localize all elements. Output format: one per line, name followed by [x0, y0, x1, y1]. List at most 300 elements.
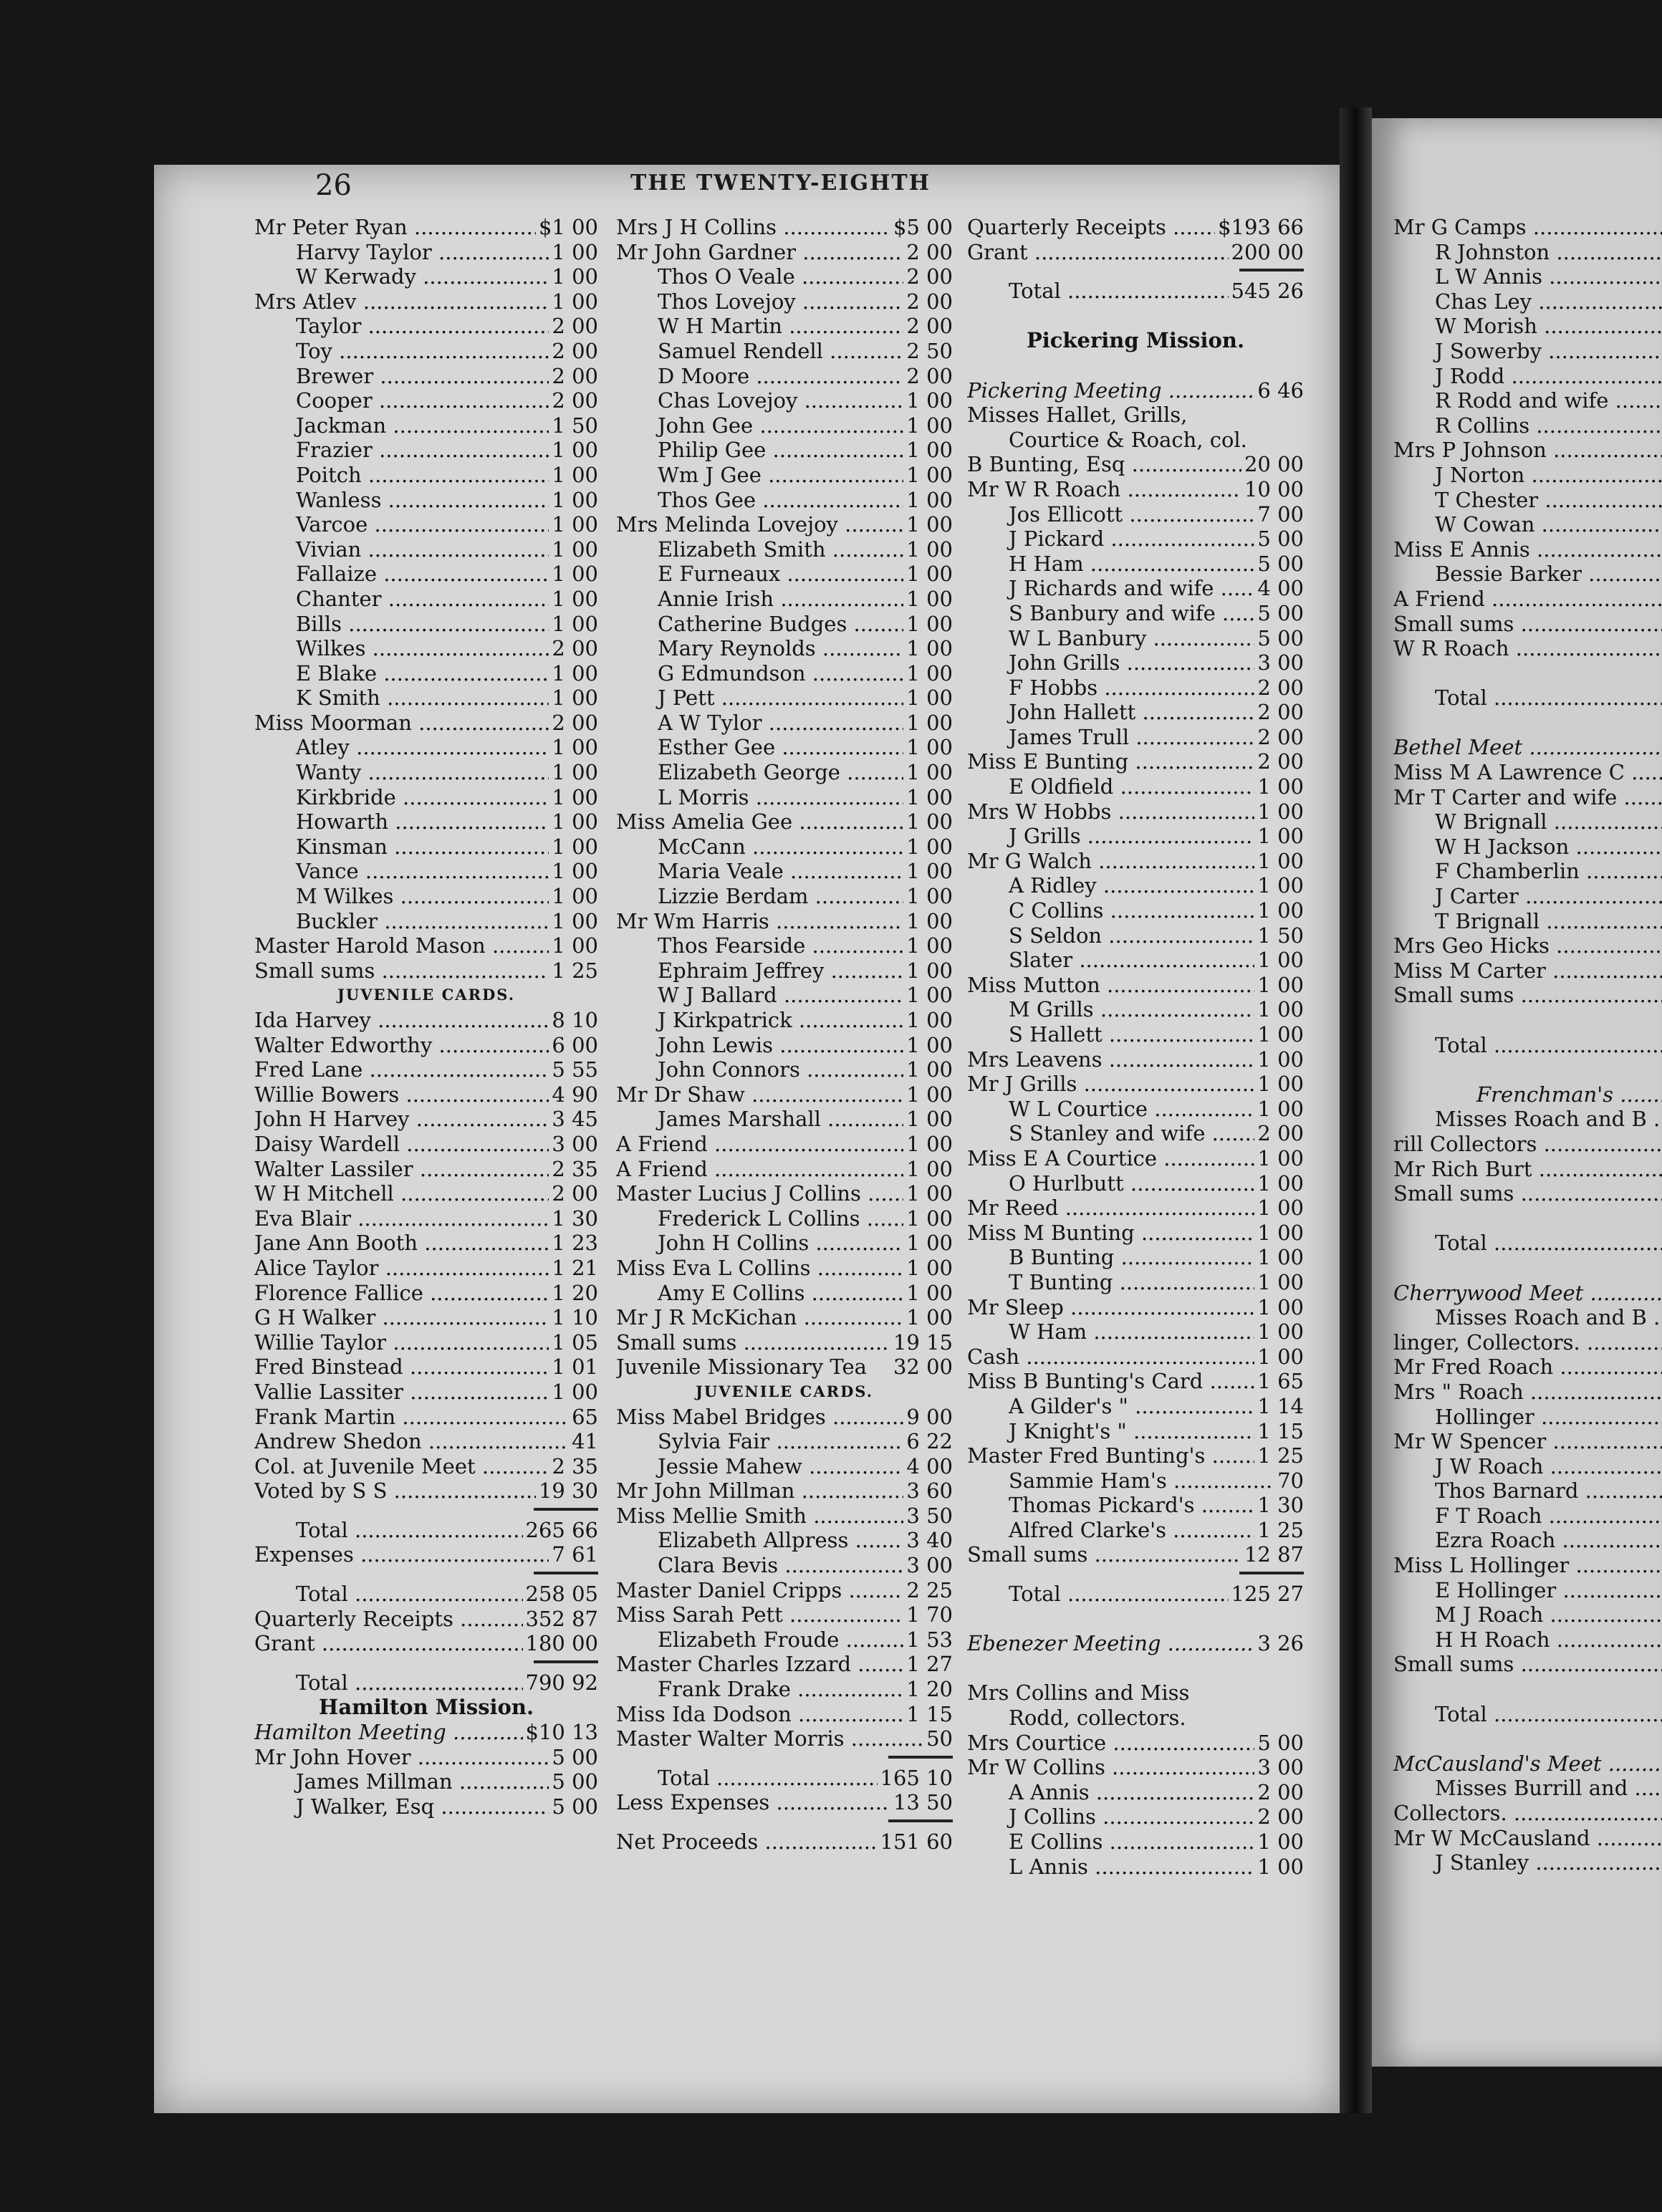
- amount: 6 46: [1257, 378, 1304, 403]
- amount: 1 25: [552, 958, 598, 983]
- donor-name: Total .....: [967, 1582, 1229, 1607]
- donor-name: Clara Bevis .....: [616, 1553, 903, 1578]
- amount: 1 00: [552, 586, 598, 611]
- donor-name: Kirkbride .....: [254, 785, 549, 810]
- ledger-row: [254, 1181, 598, 1206]
- amount: 1 00: [906, 1255, 953, 1280]
- amount: 3 40: [906, 1528, 953, 1553]
- donor-name: W Cowan .....: [1393, 512, 1662, 537]
- amount: 2 00: [1257, 724, 1304, 749]
- ledger-row: [616, 933, 953, 958]
- ledger-row: [1393, 215, 1662, 240]
- amount: 165 10: [880, 1765, 953, 1790]
- amount: [1301, 403, 1304, 428]
- ledger-row: [254, 364, 598, 389]
- donor-name: H H Roach .....: [1393, 1627, 1662, 1653]
- ledger-row: [967, 452, 1304, 477]
- donor-name: Mr Dr Shaw .....: [616, 1082, 903, 1107]
- amount: 2 00: [906, 264, 953, 289]
- donor-name: J Stanley .....: [1393, 1850, 1662, 1875]
- ledger-row: [967, 973, 1304, 998]
- amount: 1 00: [1257, 1096, 1304, 1121]
- amount: 1 00: [552, 239, 598, 264]
- ledger-row: [1393, 809, 1662, 835]
- donor-name: Cherrywood Meet .....: [1393, 1281, 1662, 1306]
- amount: 5 00: [552, 1769, 598, 1794]
- amount: 65: [572, 1404, 598, 1429]
- donor-name: Col. at Juvenile Meet .....: [254, 1454, 549, 1479]
- ledger-row: [616, 289, 953, 314]
- donor-name: Grant .....: [967, 240, 1229, 265]
- ledger-row: [254, 1720, 598, 1745]
- ledger-row: [616, 1231, 953, 1256]
- ledger-row: [616, 1790, 953, 1815]
- amount: 1 00: [552, 462, 598, 487]
- amount: 1 00: [1257, 1854, 1304, 1879]
- amount: 1 00: [1257, 948, 1304, 973]
- spacer-row: [1393, 1008, 1662, 1033]
- ledger-row: [254, 1542, 598, 1567]
- donor-name: Wanless .....: [254, 488, 549, 513]
- donor-name: Mr W Collins .....: [967, 1755, 1254, 1780]
- donor-name: Mr John Millman .....: [616, 1478, 903, 1504]
- donor-name: Maria Veale .....: [616, 859, 903, 884]
- donor-name: Mrs Geo Hicks .....: [1393, 933, 1662, 958]
- amount: 1 00: [906, 908, 953, 933]
- ledger-row: [616, 785, 953, 810]
- rule-line: [888, 1756, 953, 1766]
- rule-line: [534, 1508, 598, 1518]
- amount: 10 00: [1244, 476, 1304, 501]
- donor-name: Mrs Leavens .....: [967, 1047, 1254, 1072]
- ledger-row: [967, 1443, 1304, 1468]
- ledger-row: [1393, 983, 1662, 1008]
- ledger-row: [967, 1022, 1304, 1047]
- donor-name: Quarterly Receipts .....: [254, 1607, 523, 1632]
- amount: 1 00: [552, 884, 598, 909]
- amount: 1 00: [906, 834, 953, 859]
- spacer-row: [1393, 1256, 1662, 1281]
- ledger-row: [616, 512, 953, 537]
- amount: 3 00: [552, 1131, 598, 1156]
- donor-name: Elizabeth Froude .....: [616, 1627, 903, 1653]
- donor-name: C Collins .....: [967, 898, 1254, 923]
- donor-name: Mrs Melinda Lovejoy .....: [616, 512, 903, 537]
- amount: 1 50: [1257, 923, 1304, 948]
- donor-name: W Morish .....: [1393, 314, 1662, 339]
- ledger-row: [1393, 1801, 1662, 1826]
- ledger-row: [1393, 1181, 1662, 1206]
- donor-name: John H Harvey .....: [254, 1107, 549, 1132]
- ledger-row: [967, 799, 1304, 824]
- amount: [1301, 1680, 1304, 1706]
- ledger-row: [1393, 1478, 1662, 1504]
- ledger-row: [254, 686, 598, 711]
- donor-name: A Gilder's " .....: [967, 1394, 1254, 1419]
- donor-name: B Bunting, Esq .....: [967, 452, 1241, 477]
- amount: 3 26: [1257, 1631, 1304, 1656]
- ledger-row: [1393, 562, 1662, 587]
- donor-name: Wilkes .....: [254, 636, 549, 661]
- amount: 1 00: [906, 1057, 953, 1082]
- amount: 1 00: [1257, 898, 1304, 923]
- amount: 20 00: [1244, 452, 1304, 477]
- ledger-row: [254, 1082, 598, 1107]
- donor-name: T Chester .....: [1393, 488, 1662, 513]
- donor-name: O Hurlbutt .....: [967, 1171, 1254, 1196]
- amount: 1 00: [906, 1082, 953, 1107]
- ledger-row: [254, 958, 598, 984]
- donor-name: Small sums .....: [967, 1542, 1241, 1567]
- donor-name: Varcoe .....: [254, 512, 549, 537]
- donor-name: James Marshall .....: [616, 1107, 903, 1132]
- amount: 1 00: [906, 1008, 953, 1032]
- amount: 1 65: [1257, 1369, 1304, 1394]
- ledger-row: [1393, 1454, 1662, 1479]
- donor-name: Pickering Meeting .....: [967, 378, 1254, 403]
- amount: 1 20: [906, 1677, 953, 1702]
- donor-name: J Walker, Esq .....: [254, 1794, 549, 1819]
- donor-name: Miss M Bunting .....: [967, 1221, 1254, 1246]
- ledger-row: [967, 1072, 1304, 1097]
- ledger-row: [616, 364, 953, 389]
- donor-name: G H Walker .....: [254, 1305, 549, 1330]
- donor-name: Total .....: [254, 1518, 523, 1543]
- ledger-row: [254, 1008, 598, 1033]
- donor-name: Master Harold Mason .....: [254, 933, 549, 958]
- amount: 1 00: [1257, 1072, 1304, 1097]
- amount: 19 15: [893, 1329, 953, 1355]
- ledger-row: [254, 1478, 598, 1504]
- donor-name: Misses Roach and B .....: [1393, 1107, 1662, 1132]
- ledger-row: [967, 650, 1304, 675]
- donor-name: Fred Binstead .....: [254, 1355, 549, 1380]
- ledger-row: [967, 1319, 1304, 1345]
- ledger-row: [616, 1082, 953, 1107]
- amount: 2 00: [1257, 700, 1304, 725]
- ledger-row: [616, 388, 953, 413]
- amount: 5 00: [552, 1744, 598, 1769]
- donor-name: Small sums .....: [1393, 983, 1662, 1008]
- donor-name: D Moore .....: [616, 364, 903, 389]
- ledger-row: [967, 948, 1304, 973]
- donor-name: Courtice & Roach, col.: [1009, 427, 1247, 452]
- donor-name: linger, Collectors. .....: [1393, 1330, 1662, 1355]
- column-1: [254, 215, 598, 1819]
- donor-name: Howarth .....: [254, 809, 549, 835]
- donor-name: J Knight's " .....: [967, 1419, 1254, 1444]
- ledger-row: [967, 403, 1304, 428]
- donor-name: Mrs Courtice .....: [967, 1731, 1254, 1756]
- ledger-row: [254, 512, 598, 537]
- column-4: [1393, 215, 1662, 1875]
- rule-line: [1239, 269, 1304, 279]
- ledger-row: [967, 1493, 1304, 1518]
- donor-name: L Morris .....: [616, 785, 903, 810]
- amount: 1 00: [1257, 1170, 1304, 1196]
- amount: 1 00: [906, 462, 953, 487]
- ledger-row: [616, 686, 953, 711]
- amount: 1 00: [552, 834, 598, 859]
- amount: 3 00: [1257, 1755, 1304, 1780]
- donor-name: W Brignall .....: [1393, 809, 1662, 835]
- ledger-row: [967, 1171, 1304, 1196]
- ledger-row: [616, 413, 953, 438]
- ledger-row: [967, 700, 1304, 725]
- donor-name: Misses Hallet, Grills,: [967, 403, 1188, 428]
- donor-name: Vance .....: [254, 859, 549, 884]
- ledger-row: [967, 1270, 1304, 1295]
- amount: 1 00: [906, 1305, 953, 1330]
- ledger-row: [616, 1677, 953, 1702]
- ledger-row: [254, 735, 598, 760]
- donor-name: Frazier .....: [254, 438, 549, 463]
- ledger-row: [254, 1281, 598, 1306]
- donor-name: Willie Bowers .....: [254, 1082, 549, 1107]
- donor-name: Cash .....: [967, 1345, 1254, 1370]
- total-row: [254, 1670, 598, 1696]
- donor-name: Total .....: [1393, 1033, 1662, 1058]
- ledger-row: [616, 339, 953, 364]
- ledger-row: [1393, 1528, 1662, 1553]
- ledger-row: [254, 264, 598, 289]
- donor-name: Cooper .....: [254, 388, 549, 413]
- ledger-row: [1393, 388, 1662, 413]
- ledger-row: [1393, 1305, 1662, 1330]
- donor-name: Mrs J H Collins .....: [616, 215, 890, 240]
- amount: 5 00: [1257, 625, 1304, 650]
- donor-name: E Collins .....: [967, 1829, 1254, 1855]
- ledger-row: [254, 612, 598, 637]
- ledger-row: [254, 289, 598, 314]
- total-row: [1393, 686, 1662, 711]
- section-heading: [254, 1695, 598, 1720]
- amount: 1 21: [552, 1255, 598, 1280]
- donor-name: Chas Ley .....: [1393, 289, 1662, 314]
- ledger-row: [967, 378, 1304, 403]
- donor-name: Fallaize .....: [254, 562, 549, 587]
- donor-name: S Stanley and wife .....: [967, 1121, 1254, 1146]
- donor-name: Samuel Rendell .....: [616, 339, 903, 364]
- amount: 1 14: [1257, 1393, 1304, 1418]
- donor-name: Thos Barnard .....: [1393, 1478, 1662, 1504]
- ledger-row: [254, 1206, 598, 1231]
- donor-name: Mr T Carter and wife .....: [1393, 785, 1662, 810]
- amount: 2 00: [552, 388, 598, 413]
- ledger-row: [616, 958, 953, 984]
- donor-name: Hamilton Meeting .....: [254, 1720, 523, 1745]
- donor-name: Mr Rich Burt .....: [1393, 1157, 1662, 1182]
- ledger-row: [616, 1132, 953, 1157]
- rule-line: [534, 1572, 598, 1582]
- amount: 1 00: [1257, 799, 1304, 824]
- ledger-row: [616, 1256, 953, 1281]
- donor-name: Amy E Collins .....: [616, 1281, 903, 1306]
- donor-name: Jos Ellicott .....: [967, 502, 1254, 527]
- amount: 1 20: [552, 1280, 598, 1305]
- amount: 258 05: [525, 1582, 598, 1607]
- amount: $1 00: [538, 215, 598, 239]
- donor-name: Total .....: [1393, 1231, 1662, 1256]
- ledger-row: [1393, 339, 1662, 364]
- amount: 2 00: [906, 363, 953, 388]
- amount: 1 00: [552, 660, 598, 686]
- amount: 1 01: [552, 1355, 598, 1380]
- donor-name: Bills .....: [254, 612, 549, 637]
- donor-name: John Connors .....: [616, 1057, 903, 1082]
- donor-name: Mr Wm Harris .....: [616, 909, 903, 934]
- ledger-row: [967, 1706, 1304, 1731]
- ledger-row: [1393, 1380, 1662, 1405]
- ledger-row: [616, 1478, 953, 1504]
- amount: 1 00: [552, 686, 598, 711]
- donor-name: Voted by S S .....: [254, 1478, 536, 1504]
- total-rule: [616, 1751, 953, 1766]
- amount: 125 27: [1231, 1582, 1304, 1607]
- donor-name: Thos Lovejoy .....: [616, 289, 903, 314]
- donor-name: A Annis .....: [967, 1780, 1254, 1805]
- ledger-row: [254, 933, 598, 958]
- amount: 1 00: [906, 1107, 953, 1132]
- amount: 1 10: [552, 1305, 598, 1330]
- ledger-row: [967, 601, 1304, 626]
- amount: 1 00: [906, 636, 953, 661]
- amount: 1 00: [1257, 1145, 1304, 1170]
- ledger-row: [254, 339, 598, 364]
- amount: 1 30: [552, 1206, 598, 1231]
- donor-name: Elizabeth George .....: [616, 760, 903, 785]
- ledger-row: [1393, 364, 1662, 389]
- total-row: [1393, 1702, 1662, 1727]
- amount: 2 00: [552, 636, 598, 661]
- total-row: [1393, 1231, 1662, 1256]
- ledger-row: [616, 1008, 953, 1033]
- ledger-row: [254, 1429, 598, 1454]
- ledger-row: [967, 1369, 1304, 1394]
- donor-name: Master Fred Bunting's .....: [967, 1443, 1254, 1468]
- ledger-row: [254, 587, 598, 612]
- donor-name: J Kirkpatrick .....: [616, 1008, 903, 1033]
- donor-name: W Ham .....: [967, 1319, 1254, 1345]
- amount: 1 00: [552, 512, 598, 537]
- donor-name: Master Walter Morris .....: [616, 1726, 923, 1751]
- donor-name: Fred Lane .....: [254, 1057, 549, 1082]
- ledger-row: [616, 1578, 953, 1603]
- donor-name: Miss Sarah Pett .....: [616, 1602, 903, 1627]
- total-rule: [254, 1656, 598, 1670]
- amount: 2 00: [1257, 749, 1304, 774]
- ledger-row: [1393, 1751, 1662, 1776]
- ledger-row: [967, 675, 1304, 701]
- ledger-row: [967, 526, 1304, 552]
- amount: 1 00: [1257, 972, 1304, 997]
- donor-name: Quarterly Receipts .....: [967, 215, 1215, 240]
- amount: 180 00: [525, 1631, 598, 1656]
- ledger-row: [616, 1033, 953, 1058]
- ledger-row: [967, 1829, 1304, 1855]
- donor-name: W H Mitchell .....: [254, 1181, 549, 1206]
- donor-name: John Lewis .....: [616, 1033, 903, 1058]
- page-number: 26: [315, 169, 352, 202]
- donor-name: T Brignall .....: [1393, 909, 1662, 934]
- ledger-row: [616, 1206, 953, 1231]
- ledger-row: [254, 215, 598, 240]
- donor-name: Mrs P Johnson .....: [1393, 438, 1662, 463]
- amount: 1 15: [906, 1701, 953, 1726]
- ledger-row: [616, 1405, 953, 1430]
- donor-name: Ezra Roach .....: [1393, 1528, 1662, 1553]
- amount: 1 00: [1257, 873, 1304, 898]
- donor-name: Miss Amelia Gee .....: [616, 809, 903, 835]
- total-row: [967, 1582, 1304, 1607]
- donor-name: Miss L Hollinger .....: [1393, 1553, 1662, 1578]
- ledger-row: [967, 1468, 1304, 1494]
- amount: 1 00: [552, 264, 598, 289]
- ledger-row: [254, 537, 598, 562]
- amount: [1301, 1706, 1304, 1731]
- donor-name: Mr Fred Roach .....: [1393, 1355, 1662, 1380]
- donor-name: Mary Reynolds .....: [616, 636, 903, 661]
- total-rule: [254, 1567, 598, 1582]
- ledger-row: [616, 1528, 953, 1553]
- ledger-row: [1393, 1107, 1662, 1132]
- donor-name: R Rodd and wife .....: [1393, 388, 1662, 413]
- amount: 1 00: [906, 562, 953, 587]
- amount: 1 00: [1257, 1319, 1304, 1345]
- ledger-row: [967, 774, 1304, 799]
- amount: 5 00: [1257, 1730, 1304, 1755]
- ledger-row: [1393, 1132, 1662, 1157]
- donor-name: Kinsman .....: [254, 835, 549, 860]
- amount: 1 00: [906, 884, 953, 909]
- ledger-row: [254, 1355, 598, 1380]
- ledger-row: [616, 463, 953, 488]
- donor-name: Total .....: [1393, 1702, 1662, 1727]
- donor-name: Small sums .....: [1393, 612, 1662, 637]
- ledger-row: [254, 1107, 598, 1132]
- ledger-row: [616, 587, 953, 612]
- ledger-row: [254, 388, 598, 413]
- ledger-row: [616, 537, 953, 562]
- donor-name: Slater .....: [967, 948, 1254, 973]
- amount: 7 61: [552, 1542, 598, 1567]
- donor-name: A Friend .....: [1393, 587, 1662, 612]
- ledger-row: [254, 1231, 598, 1256]
- amount: 2 00: [906, 289, 953, 314]
- ledger-row: [967, 428, 1304, 453]
- ledger-row: [616, 735, 953, 760]
- ledger-row: [616, 562, 953, 587]
- ledger-row: [1393, 1281, 1662, 1306]
- total-row: [967, 279, 1304, 304]
- amount: 2 35: [552, 1156, 598, 1181]
- amount: 1 00: [552, 735, 598, 760]
- total-rule: [254, 1504, 598, 1518]
- amount: 1 00: [906, 660, 953, 686]
- total-row: [616, 1766, 953, 1791]
- amount: 1 27: [906, 1652, 953, 1677]
- donor-name: Mr W Spencer .....: [1393, 1429, 1662, 1454]
- donor-name: W J Ballard .....: [616, 983, 903, 1008]
- donor-name: Less Expenses .....: [616, 1790, 890, 1815]
- donor-name: Miss Ida Dodson .....: [616, 1702, 903, 1727]
- ledger-row: [616, 636, 953, 661]
- amount: 3 60: [906, 1478, 953, 1504]
- donor-name: S Banbury and wife .....: [967, 601, 1254, 626]
- rule-line: [888, 1819, 953, 1829]
- amount: 1 00: [1257, 774, 1304, 799]
- donor-name: Lizzie Berdam .....: [616, 884, 903, 909]
